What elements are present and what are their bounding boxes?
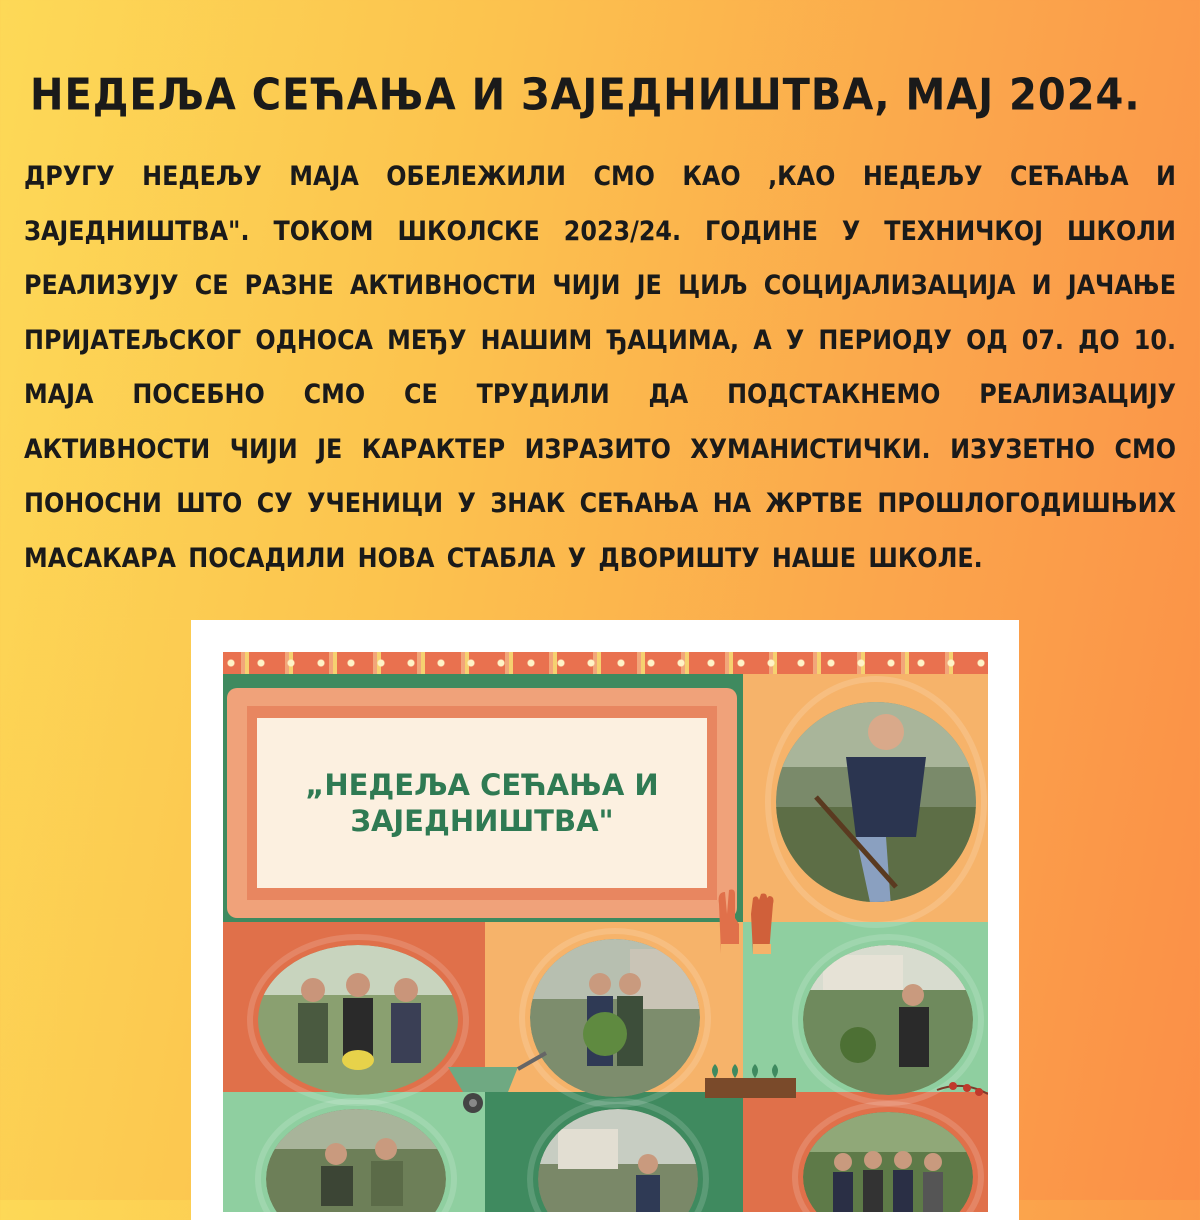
berry-branch-icon [935, 1070, 988, 1110]
poster-frame [191, 620, 1019, 1220]
photo-students-watering-can [253, 940, 463, 1100]
page-title: НЕДЕЉА СЕЋАЊА И ЗАЈЕДНИШТВА, МАЈ 2024. [30, 69, 1141, 121]
poster-title: „НЕДЕЉА СЕЋАЊА И ЗАЈЕДНИШТВА" [305, 768, 659, 838]
flower-banner [223, 652, 988, 674]
photo-student-digging [771, 682, 981, 922]
event-poster [223, 652, 988, 1212]
gardening-gloves-icon [711, 884, 781, 960]
seedling-tray-icon [703, 1060, 798, 1100]
stamp-frame [231, 692, 733, 914]
wheelbarrow-icon [438, 1047, 553, 1117]
stamp-card [257, 718, 707, 888]
intro-paragraph: ДРУГУ НЕДЕЉУ МАЈА ОБЕЛЕЖИЛИ СМО КАО ,КАО НЕДЕЉУ СЕЋАЊА И ЗАЈЕДНИШТВА". ТОКОМ ШКОЛСКЕ 2023/24. ГОДИНЕ У ТЕХНИЧКОЈ ШКОЛИ РЕАЛИЗУЈУ СЕ РАЗНЕ АКТИВНОСТИ ЧИЈИ ЈЕ ЦИЉ СОЦИЈАЛИЗАЦИЈА И ЈАЧАЊЕ ПРИЈАТЕЉСКОГ ОДНОСА МЕЂУ НАШИМ ЂАЦИМА, А У ПЕРИОДУ ОД 07. ДО 10. МАЈА ПОСЕБНО СМО СЕ ТРУДИЛИ ДА ПОДСТАКНЕМО РЕАЛИЗАЦИЈУ АКТИВНОСТИ ЧИЈИ ЈЕ КАРАКТЕР ИЗРАЗИТО ХУМАНИСТИЧКИ. ИЗУЗЕТНО СМО ПОНОСНИ ШТО СУ УЧЕНИЦИ У ЗНАК СЕЋАЊА НА ЖРТВЕ ПРОШЛОГОДИШЊИХ МАСАКАРА ПОСАДИЛИ НОВА СТАБЛА У ДВОРИШТУ НАШЕ ШКОЛЕ. [24, 161, 1176, 574]
